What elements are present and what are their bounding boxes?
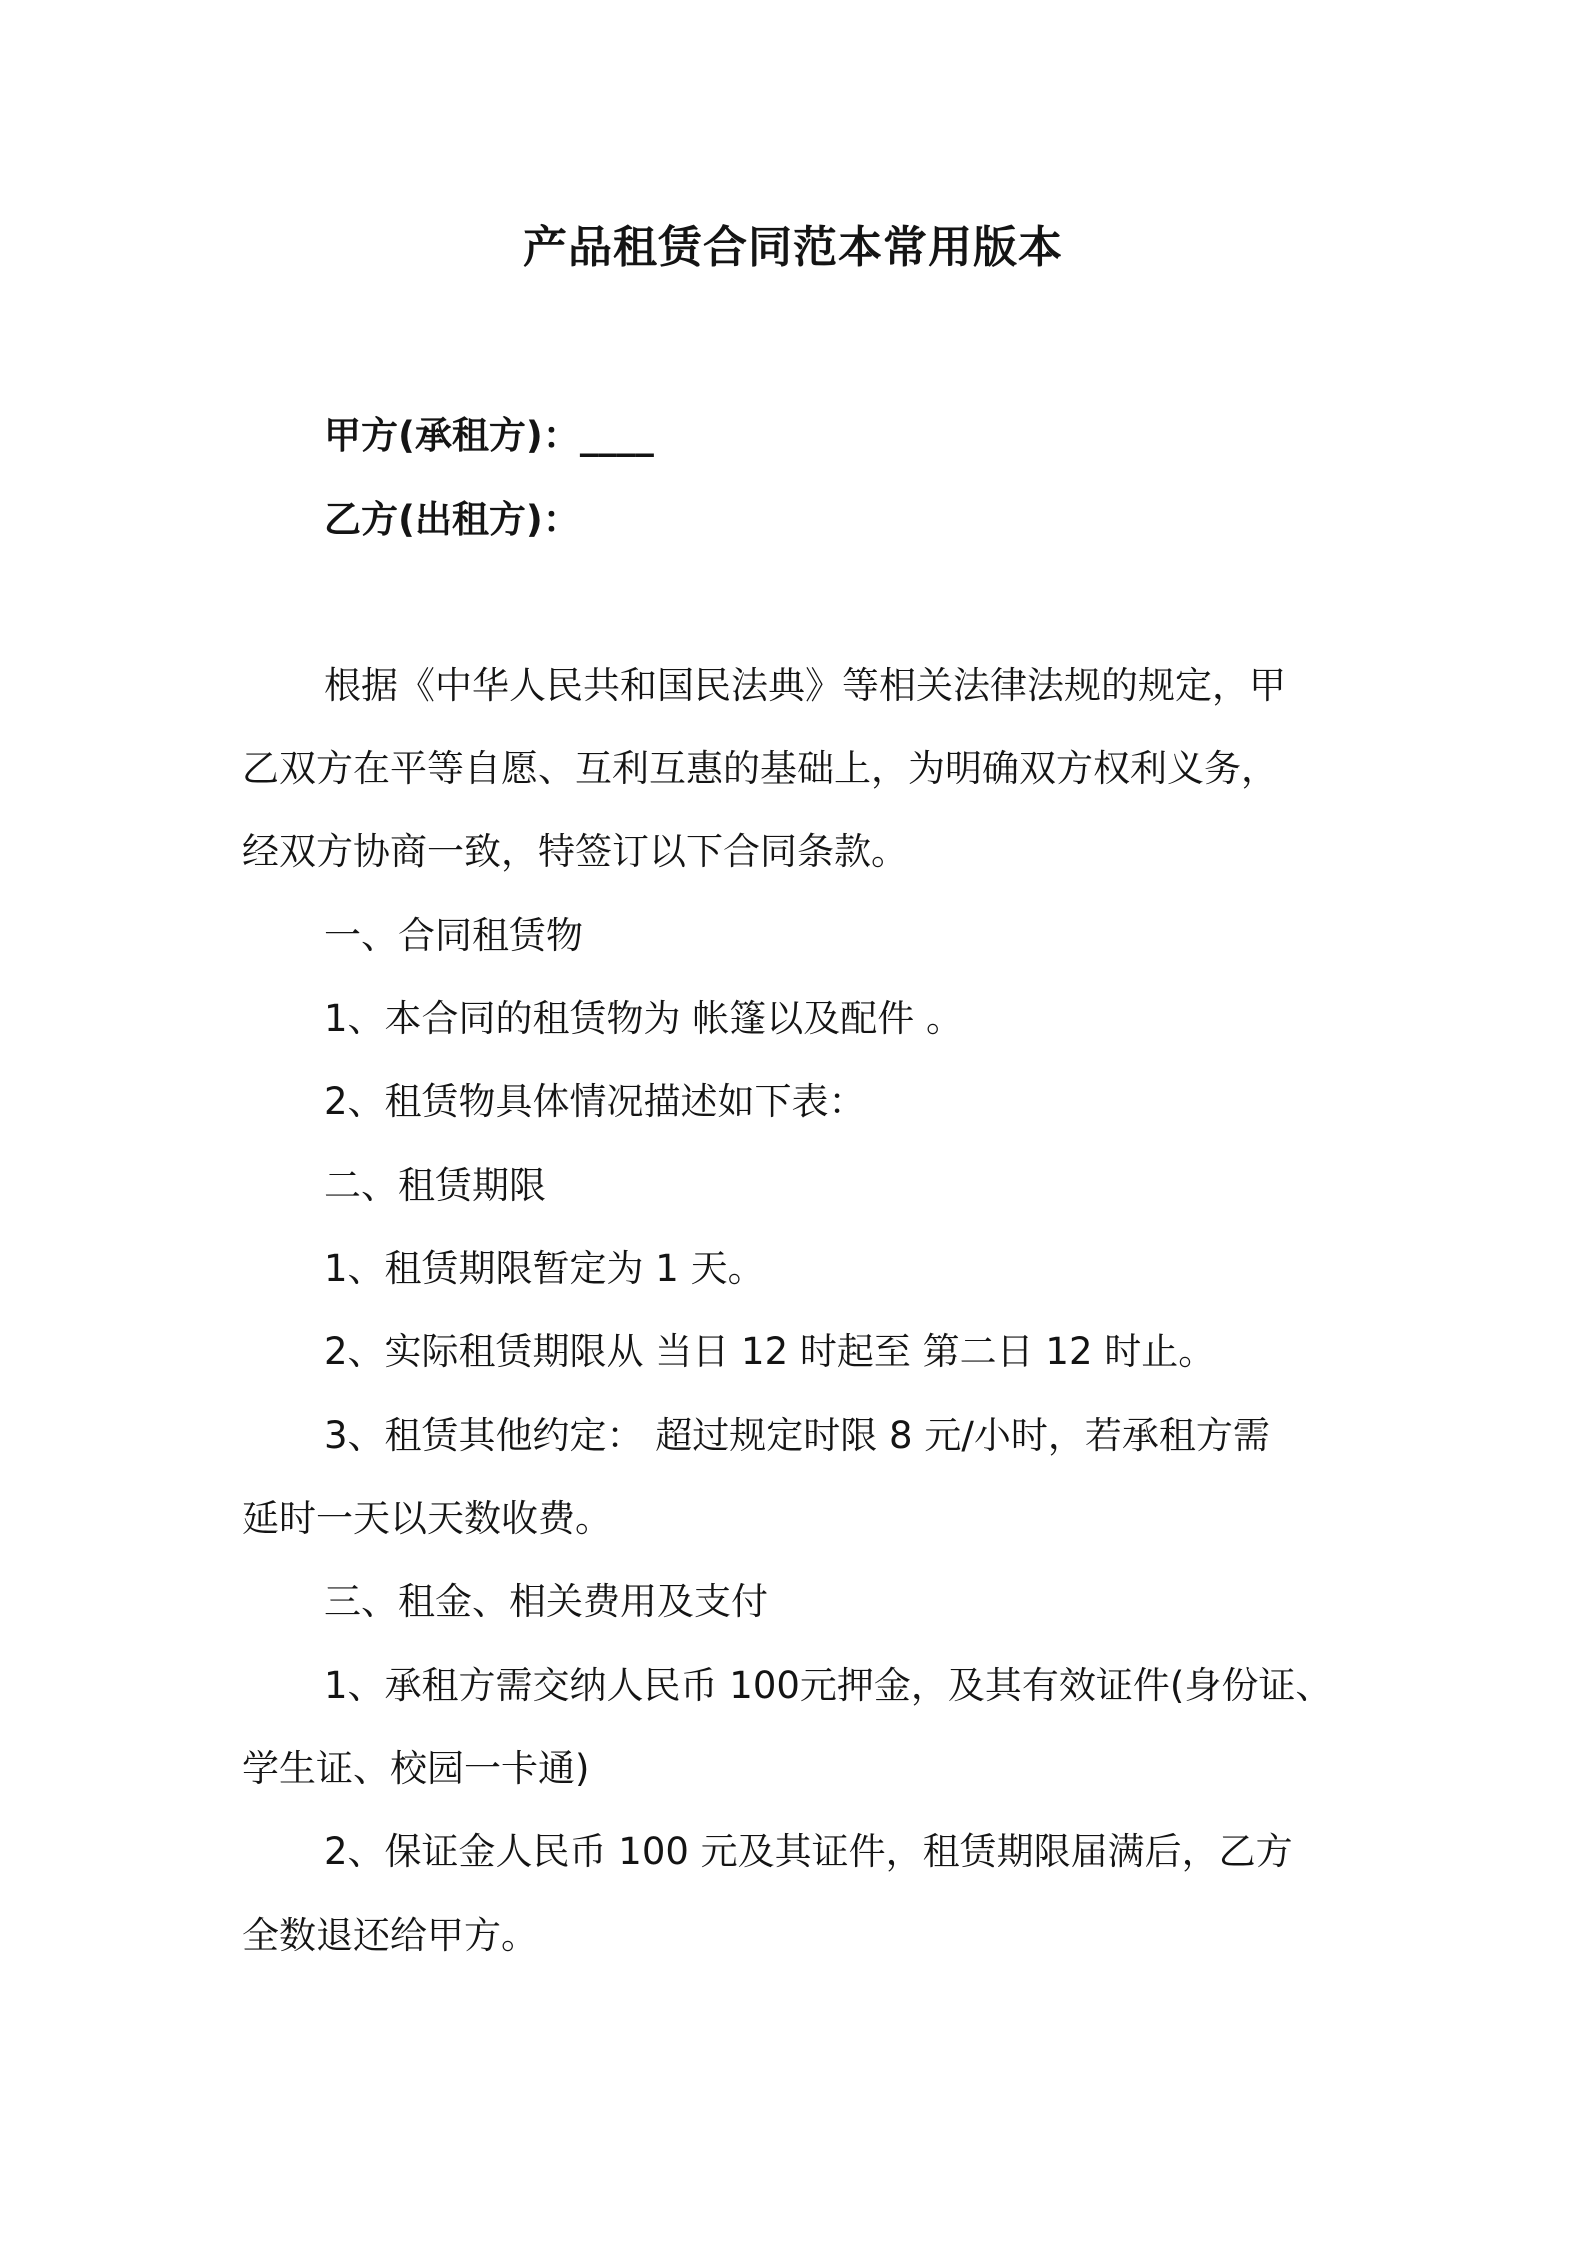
party-a-line: 甲方(承租方)：____ bbox=[324, 414, 654, 457]
clause-1-2: 2、租赁物具体情况描述如下表： bbox=[324, 1080, 866, 1123]
clause-2-3-line-1: 3、租赁其他约定： 超过规定时限 8 元/小时，若承租方需 bbox=[324, 1414, 1270, 1457]
preamble-line-2: 乙双方在平等自愿、互利互惠的基础上，为明确双方权利义务， bbox=[242, 747, 1278, 790]
section-heading-1: 一、合同租赁物 bbox=[324, 914, 583, 957]
preamble-line-3: 经双方协商一致，特签订以下合同条款。 bbox=[242, 830, 908, 873]
party-b-line: 乙方(出租方)： bbox=[324, 498, 580, 541]
section-heading-3: 三、租金、相关费用及支付 bbox=[324, 1580, 768, 1623]
clause-3-1-line-2: 学生证、校园一卡通) bbox=[242, 1747, 590, 1790]
clause-2-2: 2、实际租赁期限从 当日 12 时起至 第二日 12 时止。 bbox=[324, 1330, 1216, 1373]
clause-1-1: 1、本合同的租赁物为 帐篷以及配件 。 bbox=[324, 997, 964, 1040]
clause-3-2-line-2: 全数退还给甲方。 bbox=[242, 1914, 538, 1957]
clause-2-1: 1、租赁期限暂定为 1 天。 bbox=[324, 1247, 765, 1290]
document-title: 产品租赁合同范本常用版本 bbox=[523, 222, 1063, 273]
preamble-line-1: 根据《中华人民共和国民法典》等相关法律法规的规定，甲 bbox=[324, 664, 1286, 707]
clause-3-2-line-1: 2、保证金人民币 100 元及其证件，租赁期限届满后，乙方 bbox=[324, 1830, 1293, 1873]
clause-2-3-line-2: 延时一天以天数收费。 bbox=[242, 1497, 612, 1540]
clause-3-1-line-1: 1、承租方需交纳人民币 100元押金，及其有效证件(身份证、 bbox=[324, 1664, 1333, 1707]
section-heading-2: 二、租赁期限 bbox=[324, 1164, 546, 1207]
